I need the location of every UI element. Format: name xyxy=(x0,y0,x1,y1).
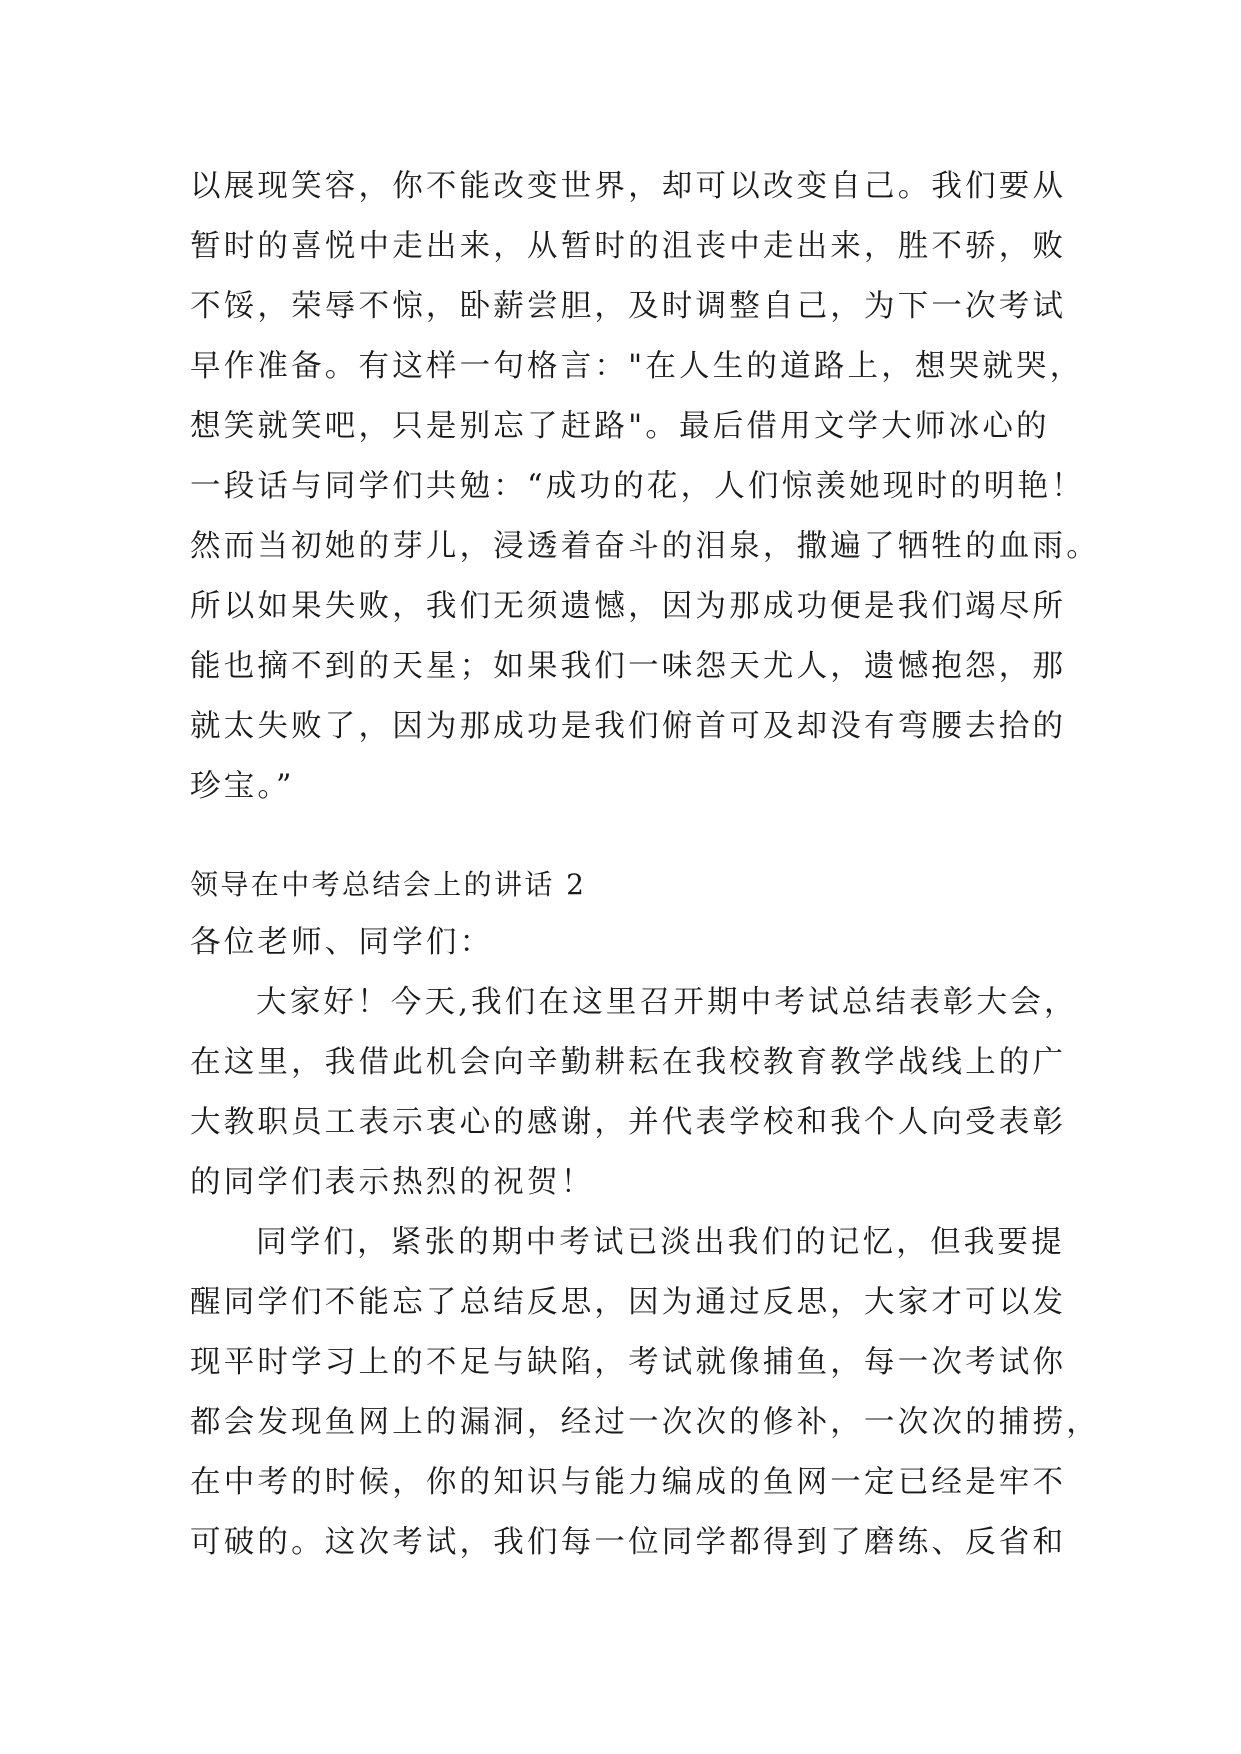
text-line: 然而当初她的芽儿，浸透着奋斗的泪泉，撒遍了牺牲的血雨。 xyxy=(190,529,1100,564)
text-line: 现平时学习上的不足与缺陷，考试就像捕鱼，每一次考试你 xyxy=(190,1345,1067,1380)
text-line: 以展现笑容，你不能改变世界，却可以改变自己。我们要从 xyxy=(190,169,1067,204)
text-line: 暂时的喜悦中走出来，从暂时的沮丧中走出来，胜不骄，败 xyxy=(190,229,1067,264)
text-line: 所以如果失败，我们无须遗憾，因为那成功便是我们竭尽所 xyxy=(190,589,1067,624)
text-line: 珍宝。” xyxy=(190,769,295,804)
text-line: 不馁，荣辱不惊，卧薪尝胆，及时调整自己，为下一次考试 xyxy=(190,289,1067,324)
text-line: 能也摘不到的天星；如果我们一味怨天尤人，遗憾抱怨，那 xyxy=(190,649,1067,684)
text-line: 早作准备。有这样一句格言："在人生的道路上，想哭就哭， xyxy=(190,349,1084,384)
paragraph-first-line: 大家好！今天,我们在这里召开期中考试总结表彰大会， xyxy=(256,985,1078,1020)
text-line: 的同学们表示热烈的祝贺！ xyxy=(190,1165,595,1200)
text-line: 就太失败了，因为那成功是我们俯首可及却没有弯腰去拾的 xyxy=(190,709,1067,744)
text-line: 大教职员工表示衷心的感谢，并代表学校和我个人向受表彰 xyxy=(190,1105,1067,1140)
text-line: 都会发现鱼网上的漏洞，经过一次次的修补，一次次的捕捞， xyxy=(190,1405,1100,1440)
text-line: 一段话与同学们共勉：“成功的花，人们惊羡她现时的明艳！ xyxy=(190,469,1085,504)
text-line: 想笑就笑吧，只是别忘了赶路"。最后借用文学大师冰心的 xyxy=(190,409,1050,444)
text-line: 在这里，我借此机会向辛勤耕耘在我校教育教学战线上的广 xyxy=(190,1045,1067,1080)
text-line: 在中考的时候，你的知识与能力编成的鱼网一定已经是牢不 xyxy=(190,1465,1067,1500)
text-line: 可破的。这次考试，我们每一位同学都得到了磨练、反省和 xyxy=(190,1525,1067,1560)
paragraph-first-line: 同学们，紧张的期中考试已淡出我们的记忆，但我要提 xyxy=(256,1225,1065,1260)
section-title: 领导在中考总结会上的讲话 2 xyxy=(190,868,587,901)
greeting: 各位老师、同学们： xyxy=(190,925,494,960)
text-line: 醒同学们不能忘了总结反思，因为通过反思，大家才可以发 xyxy=(190,1285,1067,1320)
